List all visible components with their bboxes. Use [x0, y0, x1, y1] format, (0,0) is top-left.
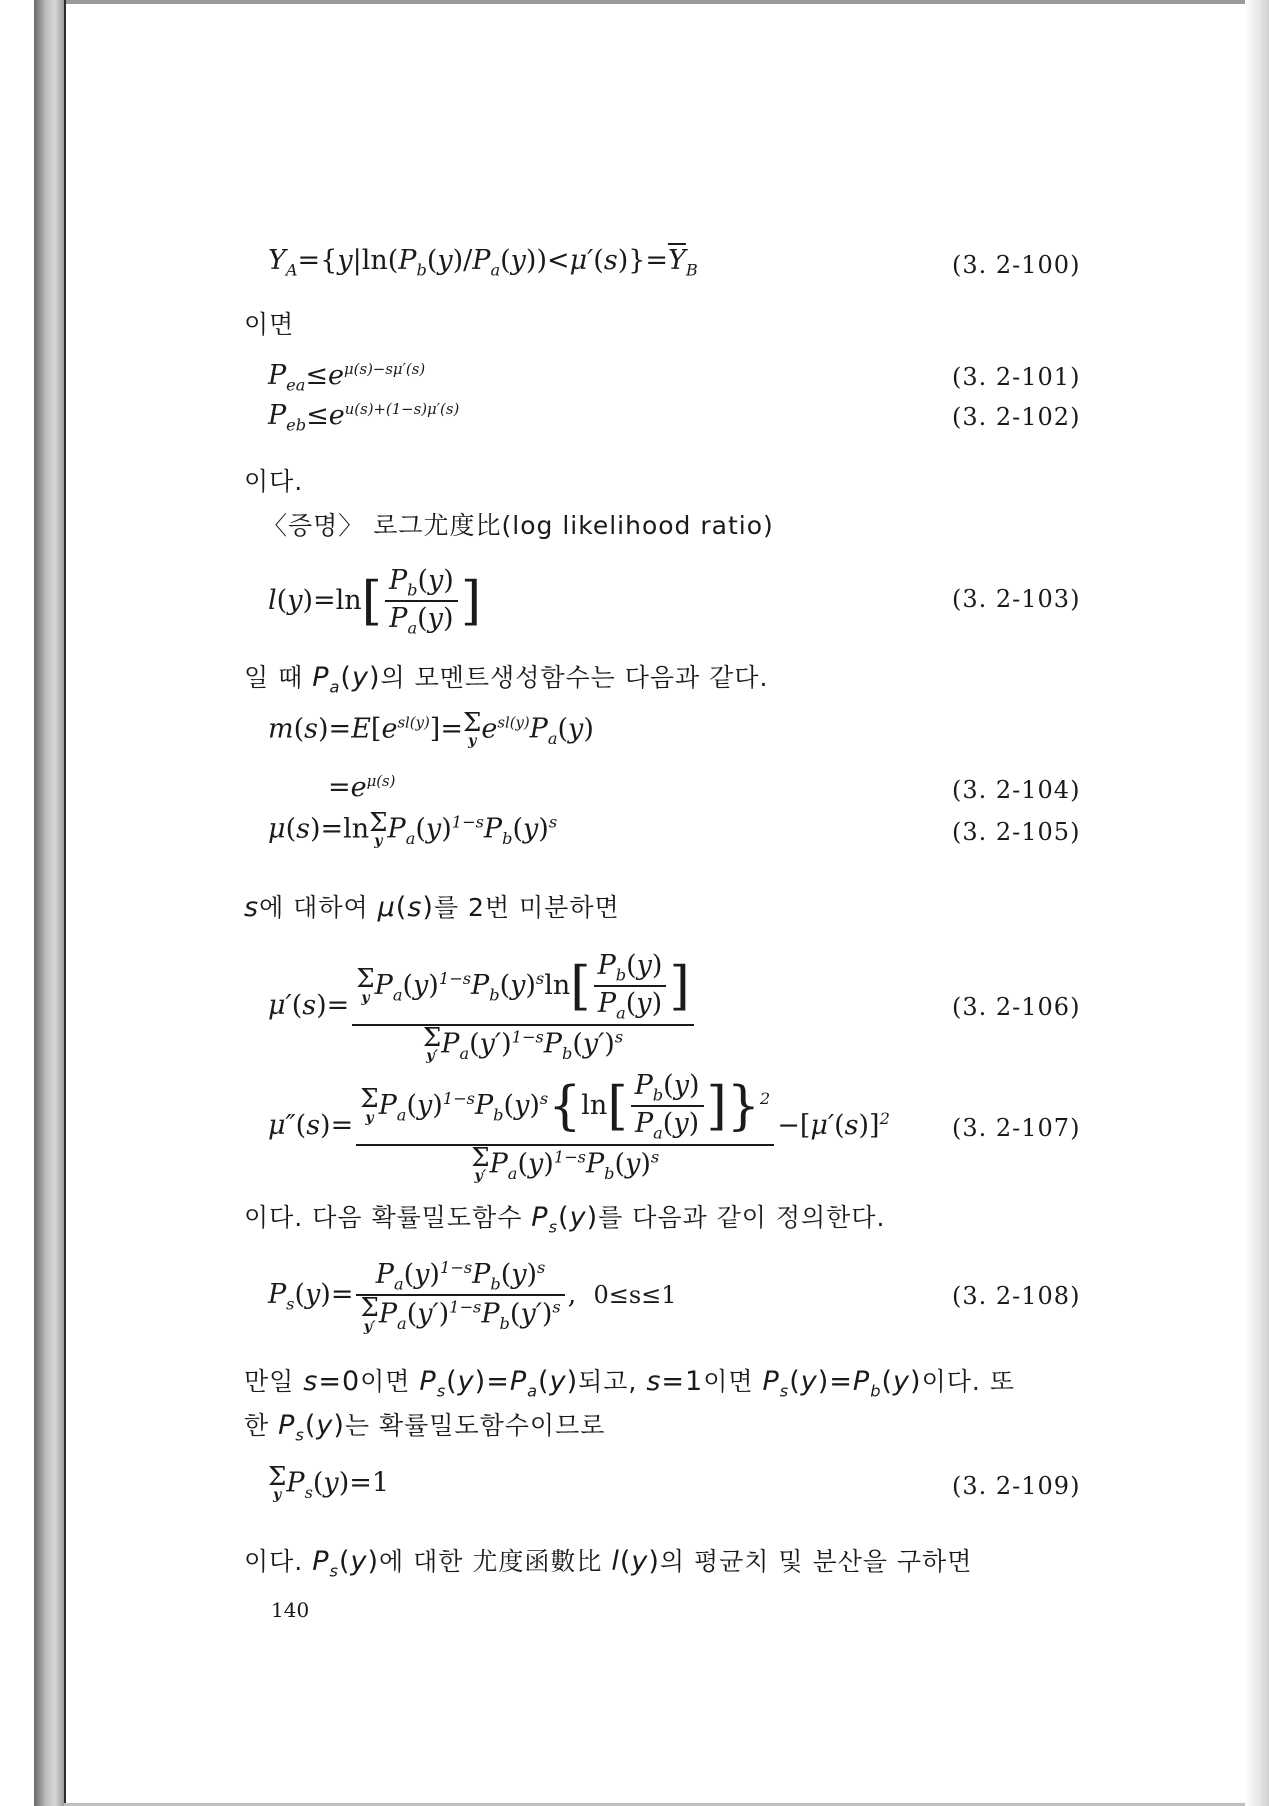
equation-3-2-108: $P_s(y)=$ $P_a(y)^{1-s}P_b(y)^s$ Σ y′ $P_a(y')^{1-s}P_b(y')^s$ , 0≤s≤1	[268, 1258, 677, 1335]
text-last-line	[244, 1542, 972, 1580]
text-mgf-intro-b: 의 모멘트생성함수는 다음과 같다.	[380, 663, 769, 692]
equation-3-2-107: μ″(s)= Σ y $P_a(y)^{1-s}P_b(y)^s\{\ln$[ $\frac{P_b(y)}{P_a(y)}$ ]}$^2$ Σ y′ $P_a(y)^{1-s}P_b(y)^s$ $-[\mu'(s)]^2$	[268, 1070, 890, 1185]
text-cond-d: 이면	[703, 1367, 763, 1396]
equation-3-2-104-line2: $=e^{\mu(s)}$	[328, 772, 396, 803]
text-diff-intro	[244, 888, 620, 924]
text-cond-a: 만일	[244, 1367, 304, 1396]
text-imyeon: 이면	[244, 310, 295, 339]
equation-3-2-103: l(y)=ln[ $\frac{P_b(y)}{P_a(y)}$ ]	[268, 565, 482, 638]
text-mgf-intro	[244, 658, 768, 696]
text-pdf-intro-b: 를 다음과 같이 정의한다.	[598, 1203, 886, 1232]
math-pa-y: $P_a(y)$	[312, 662, 381, 697]
equation-3-2-105: μ(s)=ln Σ y $P_a(y)^{1-s}P_b(y)^s$	[268, 808, 558, 850]
equation-number-106: (3. 2-106)	[952, 993, 1081, 1021]
text-ida: 이다.	[244, 467, 304, 496]
equation-number-103: (3. 2-103)	[952, 585, 1081, 613]
equation-3-2-102: $P_{eb}\le e^{u(s)+(1-s)\mu'(s)}$	[268, 400, 460, 435]
math-ps-y-2: $P_s(y)$	[278, 1410, 345, 1445]
equation-3-2-100: $Y_A=\{y|\ln(P_b(y)/P_a(y))<\mu'(s)\}=\overline{Y}_B$	[268, 245, 698, 280]
equation-number-107: (3. 2-107)	[952, 1114, 1081, 1142]
equation-3-2-106: μ′(s)= Σ y $P_a(y)^{1-s}P_b(y)^s\ln$[ $\frac{P_b(y)}{P_a(y)}$ ] Σ y′ $P_a(y')^{1-s}P_b(y')^s$	[268, 950, 697, 1063]
page-number: 140	[271, 1598, 310, 1622]
math-s-0: s=0	[303, 1366, 361, 1397]
equation-number-104: (3. 2-104)	[952, 776, 1081, 804]
text-pdf-intro-a: 이다. 다음 확률밀도함수	[244, 1203, 532, 1232]
equation-number-100: (3. 2-100)	[952, 251, 1081, 279]
text-cond-e: 이다. 또	[921, 1367, 1015, 1396]
text-cond-b: 이면	[360, 1367, 420, 1396]
equation-number-105: (3. 2-105)	[952, 818, 1081, 846]
equation-number-102: (3. 2-102)	[952, 403, 1081, 431]
text-proof: 〈증명〉 로그尤度比(log likelihood ratio)	[262, 511, 774, 540]
text-last-b: 에 대한 尤度函數比	[379, 1547, 612, 1576]
math-mu-s: μ(s)	[377, 892, 434, 923]
text-last-c: 의 평균치 및 분산을 구하면	[659, 1547, 973, 1576]
text-cond2-b: 는 확률밀도함수이므로	[344, 1411, 606, 1440]
equation-3-2-109: Σ y $P_s(y)=1$	[268, 1462, 390, 1504]
text-range: 0≤s≤1	[593, 1281, 677, 1310]
text-condition-line1	[244, 1362, 1015, 1400]
text-condition-line2	[244, 1406, 605, 1444]
equation-number-108: (3. 2-108)	[952, 1282, 1081, 1310]
text-cond-c: 되고,	[578, 1367, 647, 1396]
text-diff-intro-b: 에 대하여	[259, 893, 378, 922]
equation-3-2-101: $P_{ea}\le e^{\mu(s)-s\mu'(s)}$	[268, 360, 426, 395]
math-s-1: s=1	[646, 1366, 704, 1397]
math-ps-eq-pa: $P_s(y)=P_a(y)$	[419, 1366, 579, 1401]
math-ps-y: $P_s(y)$	[531, 1202, 599, 1237]
text-mgf-intro-a: 일 때	[244, 663, 313, 692]
equation-number-101: (3. 2-101)	[952, 363, 1081, 391]
equation-number-109: (3. 2-109)	[952, 1472, 1081, 1500]
text-last-a: 이다.	[244, 1547, 313, 1576]
math-s: s	[244, 892, 260, 923]
math-ps-eq-pb: $P_s(y)=P_b(y)$	[762, 1366, 922, 1401]
text-cond2-a: 한	[244, 1411, 279, 1440]
math-l-y: l(y)	[611, 1546, 660, 1577]
text-pdf-intro	[244, 1198, 885, 1236]
equation-3-2-104-line1: $m(s)=E[e^{sl(y)}]=$ Σ y $e^{sl(y)}P_a(y)$	[268, 708, 594, 750]
text-diff-intro-d: 를 2번 미분하면	[433, 893, 620, 922]
math-ps-y-3: $P_s(y)$	[312, 1546, 380, 1581]
